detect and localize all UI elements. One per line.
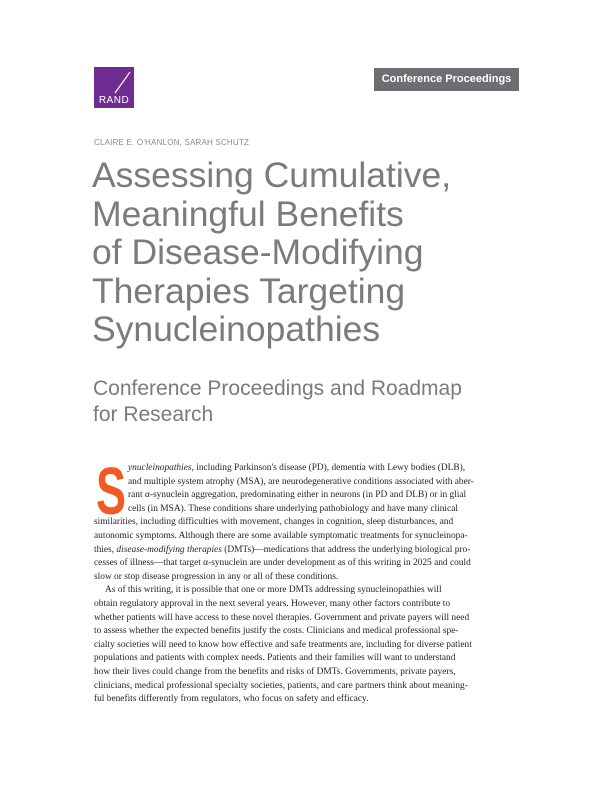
body-line: clinicians, medical professional specialty societies, patients, and care partners think about meaning- [94,680,468,691]
drop-cap-letter: S [96,454,126,529]
body-line: autonomic symptoms. Although there are some available symptomatic treatments for synucleinopa- [94,530,468,541]
body-line: whether patients will have access to these novel therapies. Government and private payers will need [94,612,470,623]
body-line: rant α-synuclein aggregation, predominating either in neurons (in PD and DLB) or in glial [128,490,467,501]
title-line: Assessing Cumulative, [92,155,452,195]
body-line: cesses of illness—that target α-synuclein are under development as of this writing in 2025 and could [94,558,471,569]
authors: CLAIRE E. O'HANLON, SARAH SCHUTZ [94,138,250,147]
body-line: to assess whether the expected benefits justify the costs. Clinicians and medical professional spe- [94,626,459,637]
body-line [94,544,518,558]
italic-term: disease-modifying therapies [116,544,222,555]
body-line: ful benefits differently from regulators, who focus on safety and efficacy. [94,694,369,705]
logo-wordmark: RAND [98,95,130,106]
subtitle [93,376,533,428]
subtitle-line: Conference Proceedings and Roadmap [93,377,462,400]
body-line: slow or stop disease progression in any or all of these conditions. [94,571,339,582]
body-line [94,462,518,476]
paragraph-access [94,584,518,706]
title-line: of Disease-Modifying [92,232,424,272]
title-line: Synucleinopathies [92,309,381,349]
title-line: Meaningful Benefits [92,193,404,234]
paragraph-intro [94,462,518,584]
text-run: including Parkinson's disease (PD), dementia with Lewy bodies (DLB), [193,463,466,473]
body-line: As of this writing, it is possible that one or more DMTs addressing synucleinopathies will [105,585,442,596]
document-type-badge: Conference Proceedings [374,68,519,91]
body-line: and multiple system atrophy (MSA), are neurodegenerative conditions associated with aber- [128,476,474,487]
subtitle-line: for Research [93,403,214,426]
rand-logo [94,67,134,108]
page-title [92,156,532,349]
body-line: similarities, including difficulties with movement, changes in cognition, sleep disturbances, and [94,517,454,528]
body-line: cialty societies will need to know how effective and safe treatments are, including for diverse patient [94,639,472,650]
body-line: how their lives could change from the benefits and risks of DMTs. Governments, private payers, [94,666,456,677]
body-line: obtain regulatory approval in the next several years. However, many other factors contribute to [94,598,451,609]
body-line: populations and patients with complex needs. Patients and their families will want to understand [94,653,456,664]
text-run: thies, [94,544,117,555]
text-run: (DMTs)—medications that address the underlying biological pro- [221,544,471,555]
body-line: cells (in MSA). These conditions share underlying pathobiology and have many clinical [128,503,458,514]
title-line: Therapies Targeting [92,270,406,311]
italic-term: ynucleinopathies, [128,463,194,473]
body-text [94,462,518,707]
